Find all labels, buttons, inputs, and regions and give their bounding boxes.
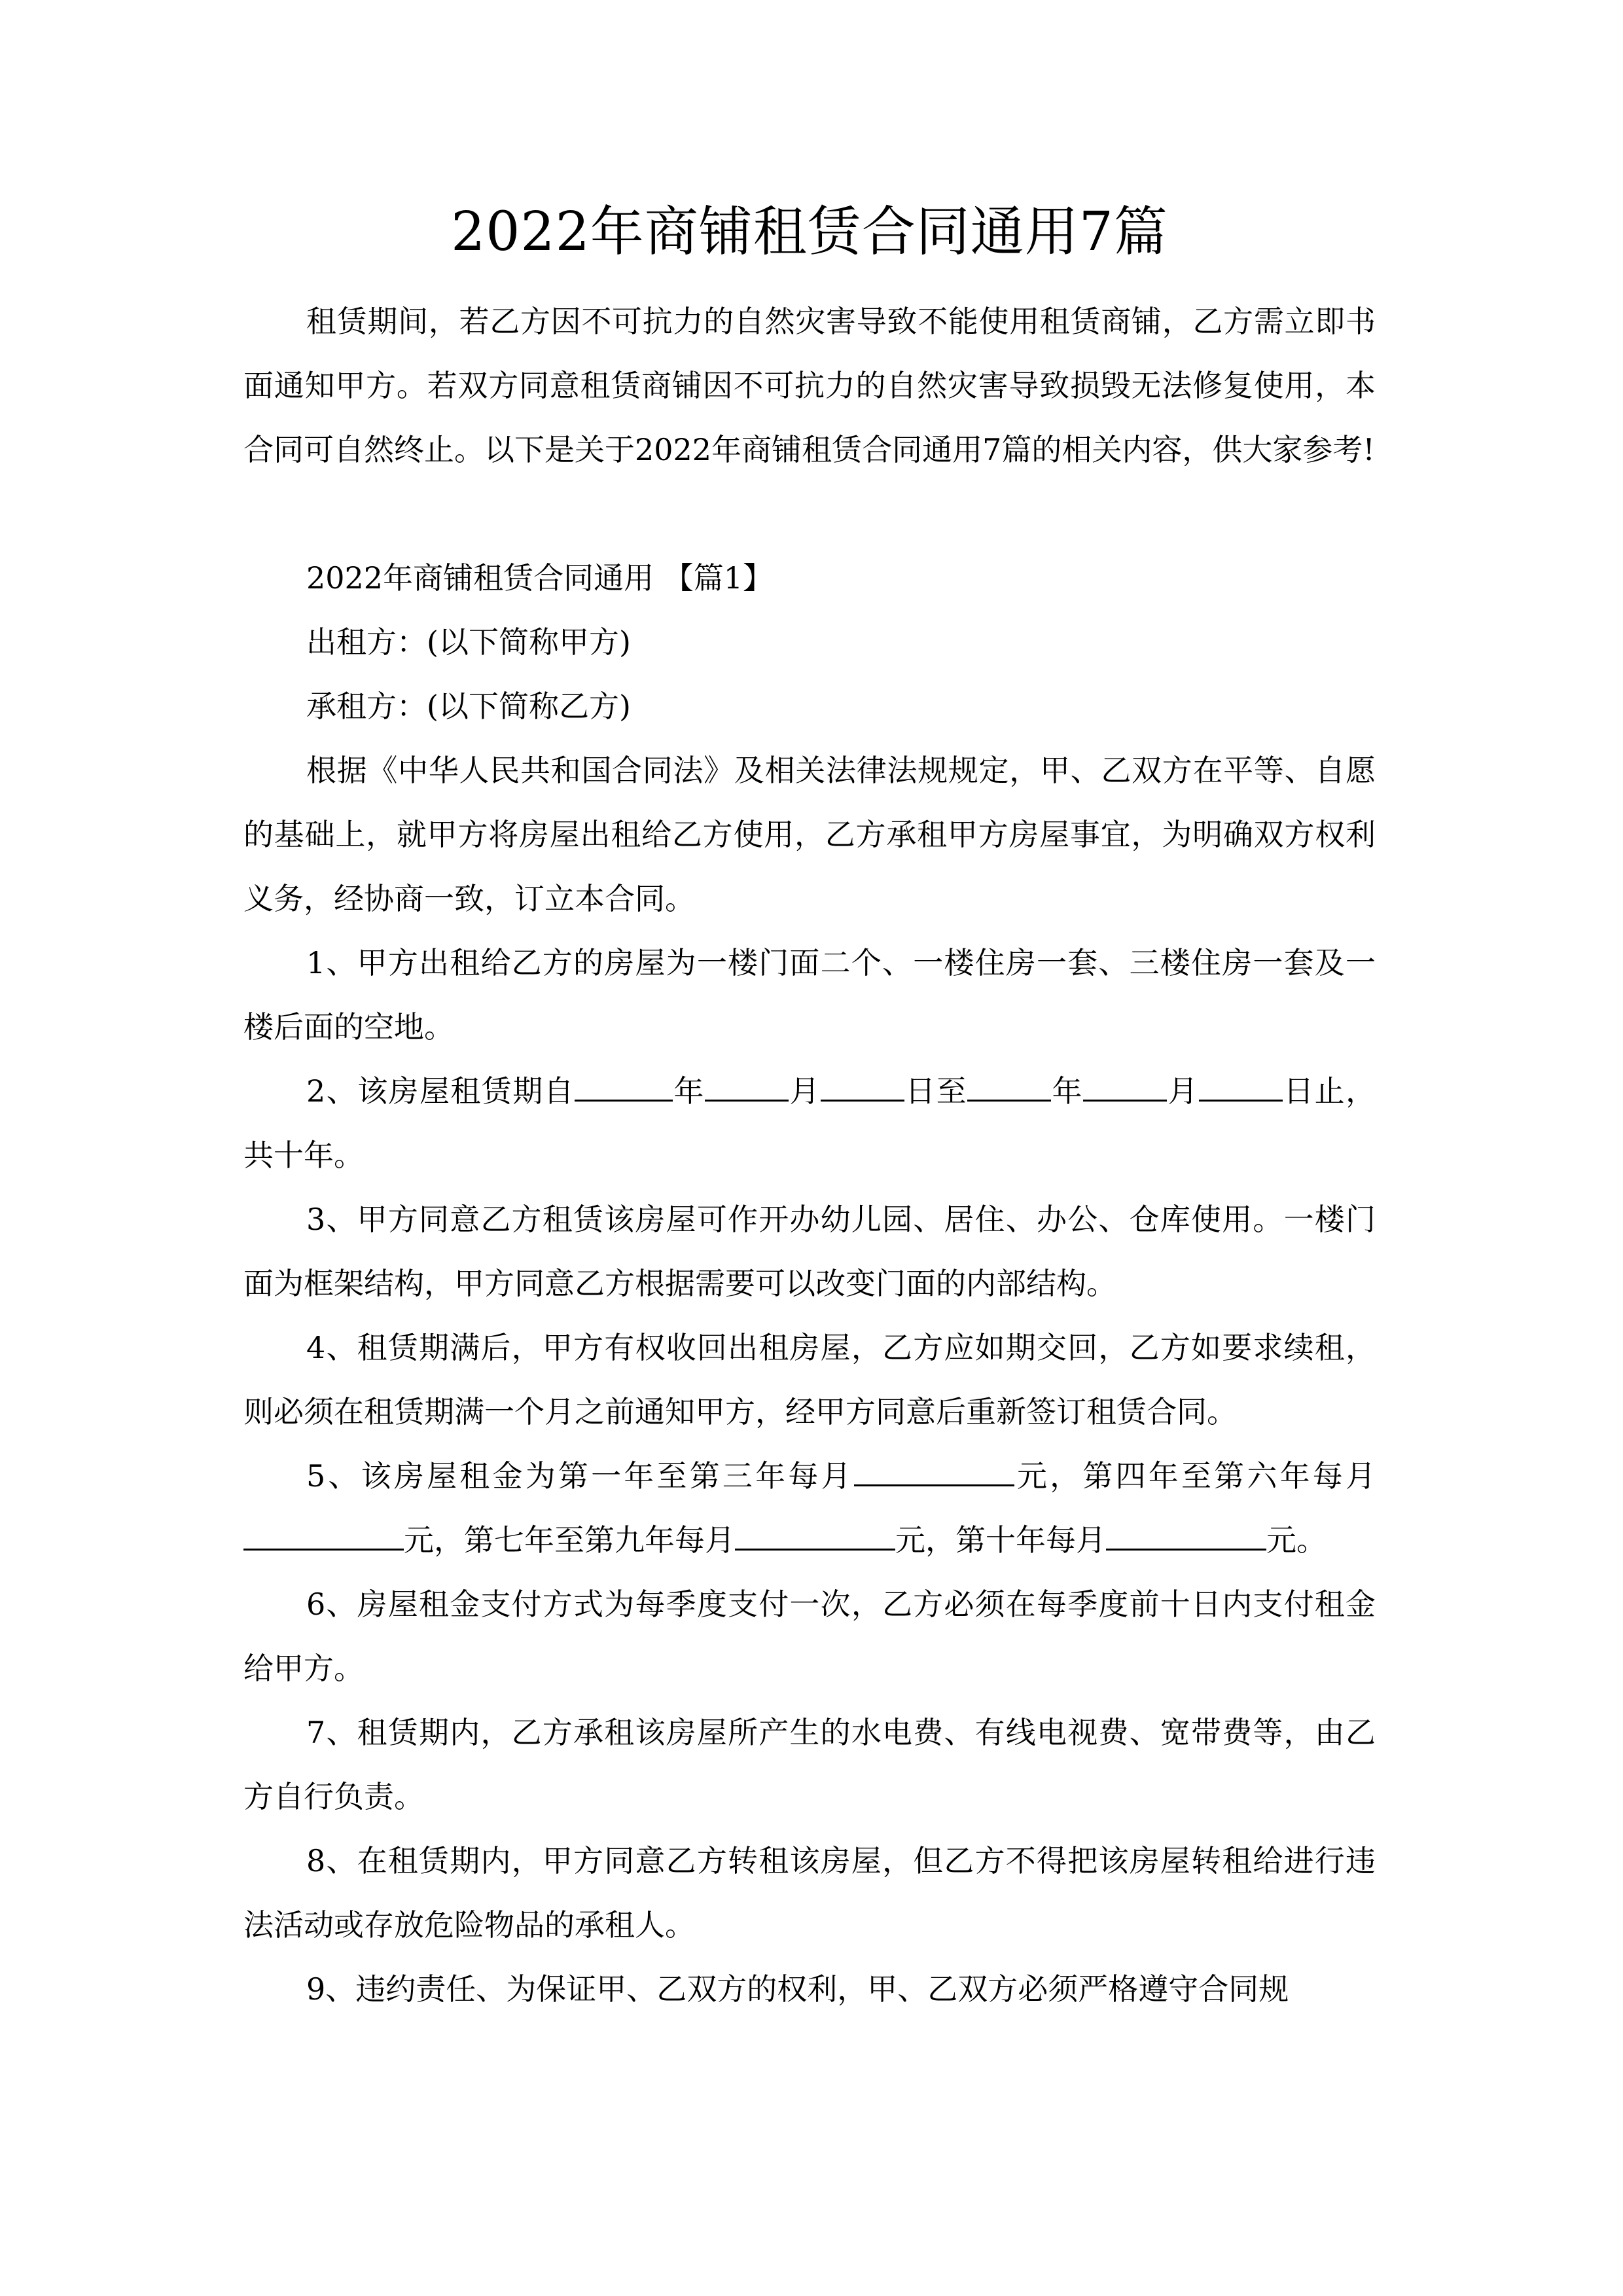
blank-field <box>575 1073 673 1102</box>
document-title: 2022年商铺租赁合同通用7篇 <box>451 201 1168 263</box>
spacer <box>243 482 1376 546</box>
blank-field <box>705 1073 789 1102</box>
clause-2-text: 共十年。 <box>243 1138 364 1173</box>
clause-5-text: 元。 <box>1266 1522 1327 1558</box>
clause-1: 1、甲方出租给乙方的房屋为一楼门面二个、一楼住房一套、三楼住房一套及一楼后面的空地。 <box>243 945 1376 1045</box>
clause-2-text: 日止， <box>1282 1073 1376 1109</box>
clause-2-text: 月 <box>1166 1073 1199 1109</box>
clause-2-text: 年 <box>673 1073 705 1109</box>
blank-field <box>967 1073 1051 1102</box>
blank-field <box>243 1522 404 1551</box>
lessor-line: 出租方：(以下简称甲方) <box>306 624 631 660</box>
lessee-line: 承租方：(以下简称乙方) <box>306 689 631 724</box>
blank-field <box>854 1458 1014 1486</box>
blank-field <box>821 1073 904 1102</box>
document-page <box>243 196 1376 2021</box>
clause-5-text: 元，第七年至第九年每月 <box>404 1522 735 1558</box>
clause-2-text: 月 <box>788 1073 821 1109</box>
blank-field <box>735 1522 895 1551</box>
clause-2-text: 日至 <box>904 1073 968 1109</box>
clause-7: 7、租赁期内，乙方承租该房屋所产生的水电费、有线电视费、宽带费等，由乙方自行负责。 <box>243 1715 1376 1814</box>
clause-2-text: 2、该房屋租赁期自 <box>306 1073 575 1109</box>
blank-field <box>1083 1073 1167 1102</box>
clause-5-text: 元，第四年至第六年每月 <box>1014 1458 1376 1494</box>
preamble-paragraph: 根据《中华人民共和国合同法》及相关法律法规规定，甲、乙双方在平等、自愿的基础上，就甲方将房屋出租给乙方使用，乙方承租甲方房屋事宜，为明确双方权利义务，经协商一致，订立本合同。 <box>243 753 1376 916</box>
blank-field <box>1199 1073 1283 1102</box>
clause-8: 8、在租赁期内，甲方同意乙方转租该房屋，但乙方不得把该房屋转租给进行违法活动或存放危险物品的承租人。 <box>243 1843 1376 1943</box>
section-heading: 2022年商铺租赁合同通用 【篇1】 <box>306 560 773 596</box>
clause-5-text: 5、该房屋租金为第一年至第三年每月 <box>306 1458 854 1494</box>
clause-4: 4、租赁期满后，甲方有权收回出租房屋，乙方应如期交回，乙方如要求续租，则必须在租赁期满一个月之前通知甲方，经甲方同意后重新签订租赁合同。 <box>243 1330 1376 1429</box>
clause-2 <box>243 1059 1376 1187</box>
clause-9: 9、违约责任、为保证甲、乙双方的权利，甲、乙双方必须严格遵守合同规 <box>306 1971 1289 2007</box>
clause-3: 3、甲方同意乙方租赁该房屋可作开办幼儿园、居住、办公、仓库使用。一楼门面为框架结构，甲方同意乙方根据需要可以改变门面的内部结构。 <box>243 1202 1376 1301</box>
clause-5-text: 元，第十年每月 <box>895 1522 1106 1558</box>
blank-field <box>1106 1522 1266 1551</box>
intro-paragraph: 租赁期间，若乙方因不可抗力的自然灾害导致不能使用租赁商铺，乙方需立即书面通知甲方。若双方同意租赁商铺因不可抗力的自然灾害导致损毁无法修复使用，本合同可自然终止。以下是关于2022年商铺租赁合同通用7篇的相关内容，供大家参考! <box>243 304 1376 467</box>
clause-5 <box>243 1444 1376 1572</box>
clause-2-text: 年 <box>1051 1073 1083 1109</box>
clause-6: 6、房屋租金支付方式为每季度支付一次，乙方必须在每季度前十日内支付租金给甲方。 <box>243 1587 1376 1686</box>
